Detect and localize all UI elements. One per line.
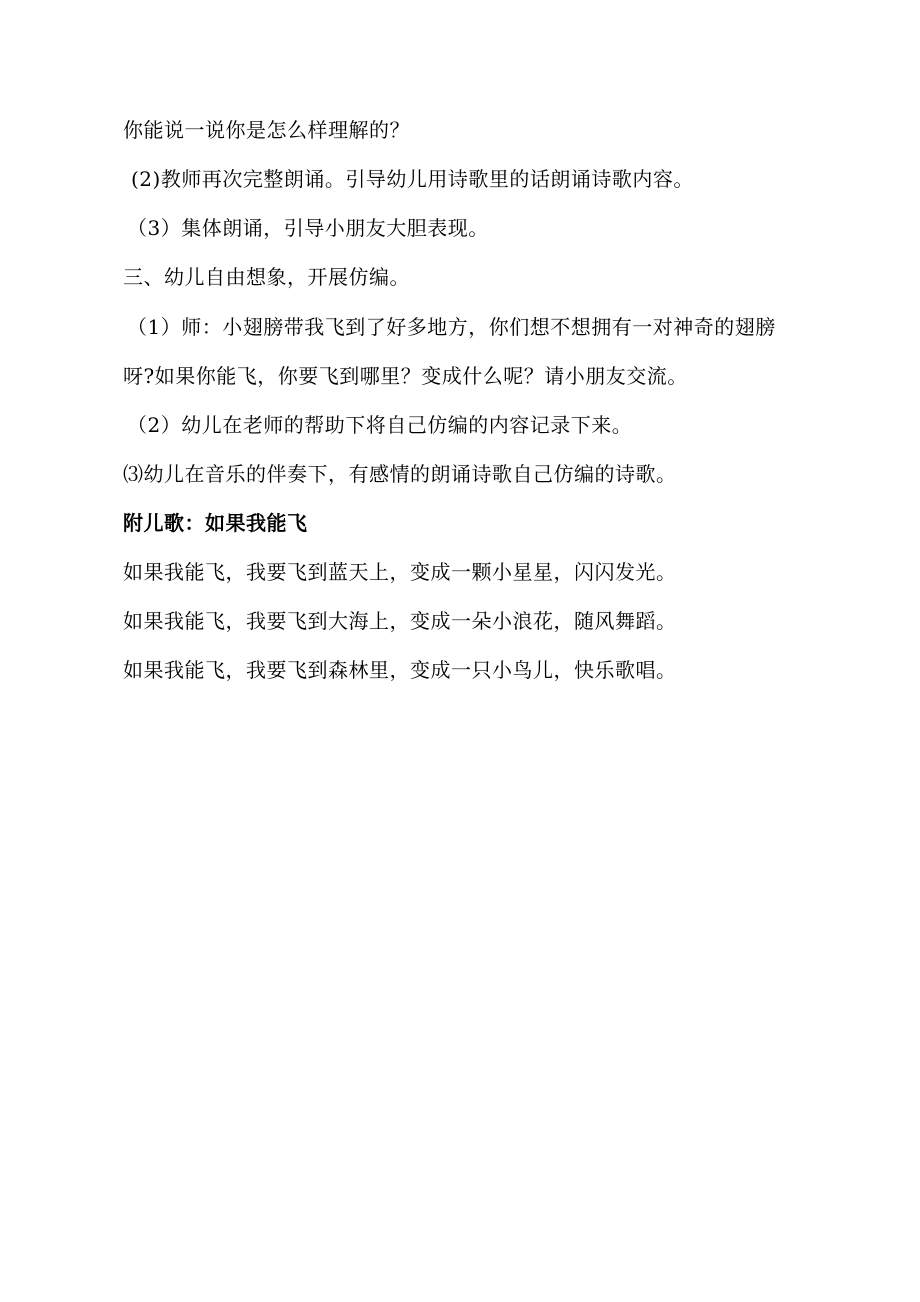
paragraph-line: 你能说一说你是怎么样理解的？: [123, 118, 410, 142]
song-line: 如果我能飞，我要飞到森林里，变成一只小鸟儿，快乐歌唱。: [123, 658, 677, 682]
paragraph-line: （1）师：小翅膀带我飞到了好多地方，你们想不想拥有一对神奇的翅膀: [127, 315, 776, 339]
paragraph-line: （3）集体朗诵，引导小朋友大胆表现。: [127, 216, 489, 240]
song-title: 附儿歌：如果我能飞: [123, 511, 308, 535]
paragraph-line: 呀?如果你能飞，你要飞到哪里？变成什么呢？请小朋友交流。: [123, 364, 688, 388]
song-line: 如果我能飞，我要飞到大海上，变成一朵小浪花，随风舞蹈。: [123, 609, 677, 633]
paragraph-line: ⑶幼儿在音乐的伴奏下，有感情的朗诵诗歌自己仿编的诗歌。: [123, 462, 677, 486]
song-line: 如果我能飞，我要飞到蓝天上，变成一颗小星星，闪闪发光。: [123, 560, 677, 584]
paragraph-line: (2)教师再次完整朗诵。引导幼儿用诗歌里的话朗诵诗歌内容。: [131, 167, 694, 191]
section-heading: 三、幼儿自由想象，开展仿编。: [123, 265, 410, 289]
paragraph-line: （2）幼儿在老师的帮助下将自己仿编的内容记录下来。: [127, 413, 633, 437]
